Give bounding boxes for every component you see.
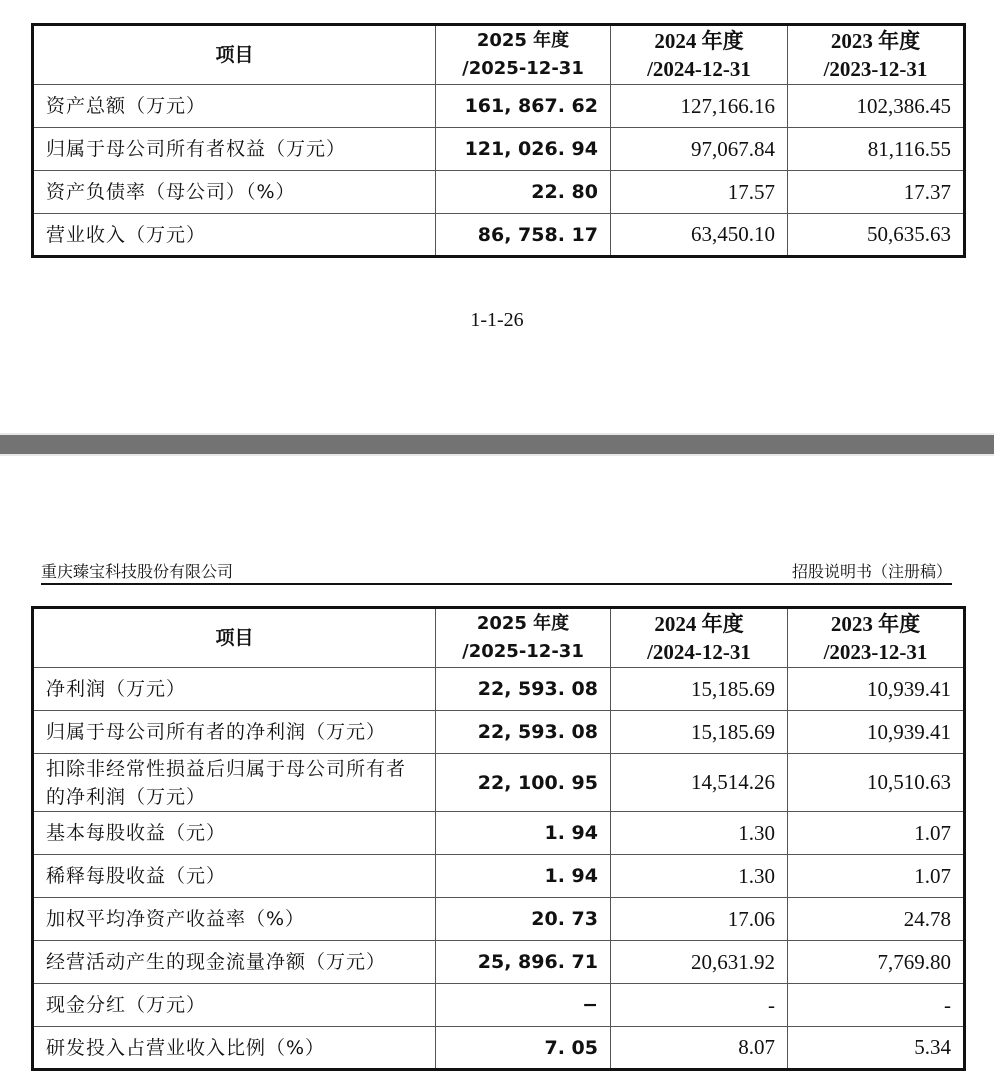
- value-2025: 86, 758. 17: [436, 214, 611, 257]
- row-label: 现金分红（万元）: [33, 984, 436, 1027]
- row-label: 经营活动产生的现金流量净额（万元）: [33, 941, 436, 984]
- header-2024-date: /2024-12-31: [647, 57, 751, 81]
- value-2023: 10,939.41: [788, 711, 965, 754]
- header-item: 项目: [33, 25, 436, 85]
- header-2023-date: /2023-12-31: [823, 640, 928, 664]
- value-2024: 1.30: [611, 855, 788, 898]
- value-2024: 127,166.16: [611, 85, 788, 128]
- row-label: 营业收入（万元）: [33, 214, 436, 257]
- table-row: [33, 1027, 965, 1070]
- value-2024: 15,185.69: [611, 711, 788, 754]
- header-2024: [611, 25, 788, 85]
- value-2023: -: [788, 984, 965, 1027]
- value-2024: 8.07: [611, 1027, 788, 1070]
- table-row: [33, 128, 965, 171]
- value-2023: 1.07: [788, 812, 965, 855]
- value-2025: 1. 94: [436, 855, 611, 898]
- table-row: [33, 668, 965, 711]
- value-2024: 17.06: [611, 898, 788, 941]
- financial-table-1: [31, 23, 966, 258]
- value-2025: 161, 867. 62: [436, 85, 611, 128]
- table-row: [33, 898, 965, 941]
- page-number: 1-1-26: [470, 309, 524, 331]
- page-separator: [0, 435, 994, 454]
- table-row: [33, 214, 965, 257]
- table-row: [33, 85, 965, 128]
- value-2025: 1. 94: [436, 812, 611, 855]
- table-row: [33, 754, 965, 812]
- table-row: [33, 984, 965, 1027]
- header-2023-date: /2023-12-31: [823, 57, 928, 81]
- value-2023: 81,116.55: [788, 128, 965, 171]
- value-2023: 10,939.41: [788, 668, 965, 711]
- header-2024-date: /2024-12-31: [647, 640, 751, 664]
- value-2024: 15,185.69: [611, 668, 788, 711]
- row-label: 归属于母公司所有者权益（万元）: [33, 128, 436, 171]
- table-row: [33, 812, 965, 855]
- header-2023: [788, 608, 965, 668]
- value-2025: 22. 80: [436, 171, 611, 214]
- value-2023: 1.07: [788, 855, 965, 898]
- header-2025-date: /2025-12-31: [462, 641, 584, 662]
- header-item: 项目: [33, 608, 436, 668]
- value-2024: 14,514.26: [611, 754, 788, 812]
- company-name: 重庆臻宝科技股份有限公司: [41, 562, 234, 581]
- row-label: 扣除非经常性损益后归属于母公司所有者的净利润（万元）: [33, 754, 436, 812]
- value-2023: 50,635.63: [788, 214, 965, 257]
- document-type: 招股说明书（注册稿）: [791, 562, 952, 581]
- value-2023: 24.78: [788, 898, 965, 941]
- table-row: [33, 711, 965, 754]
- header-2024: [611, 608, 788, 668]
- row-label: 基本每股收益（元）: [33, 812, 436, 855]
- value-2025: 7. 05: [436, 1027, 611, 1070]
- header-2025-year: 2025 年度: [476, 30, 570, 51]
- value-2025: 22, 593. 08: [436, 668, 611, 711]
- table-header-row: [33, 25, 965, 85]
- header-2024-year: 2024 年度: [654, 612, 744, 636]
- value-2025: −: [436, 984, 611, 1027]
- table-row: [33, 941, 965, 984]
- financial-table-2: [31, 606, 966, 1071]
- header-2025: [436, 608, 611, 668]
- header-2023-year: 2023 年度: [830, 612, 921, 636]
- value-2025: 22, 593. 08: [436, 711, 611, 754]
- row-label: 归属于母公司所有者的净利润（万元）: [33, 711, 436, 754]
- row-label: 净利润（万元）: [33, 668, 436, 711]
- row-label: 加权平均净资产收益率（%）: [33, 898, 436, 941]
- table-row: [33, 171, 965, 214]
- value-2023: 102,386.45: [788, 85, 965, 128]
- header-2025-year: 2025 年度: [476, 613, 570, 634]
- value-2023: 10,510.63: [788, 754, 965, 812]
- value-2024: 20,631.92: [611, 941, 788, 984]
- value-2024: 1.30: [611, 812, 788, 855]
- table-header-row: [33, 608, 965, 668]
- row-label: 稀释每股收益（元）: [33, 855, 436, 898]
- value-2023: 7,769.80: [788, 941, 965, 984]
- header-2023-year: 2023 年度: [830, 29, 921, 53]
- value-2025: 121, 026. 94: [436, 128, 611, 171]
- row-label: 资产总额（万元）: [33, 85, 436, 128]
- header-2023: [788, 25, 965, 85]
- value-2025: 22, 100. 95: [436, 754, 611, 812]
- row-label: 资产负债率（母公司）（%）: [33, 171, 436, 214]
- value-2023: 5.34: [788, 1027, 965, 1070]
- row-label: 研发投入占营业收入比例（%）: [33, 1027, 436, 1070]
- value-2023: 17.37: [788, 171, 965, 214]
- value-2024: 63,450.10: [611, 214, 788, 257]
- table-row: [33, 855, 965, 898]
- value-2024: 97,067.84: [611, 128, 788, 171]
- value-2025: 25, 896. 71: [436, 941, 611, 984]
- header-2024-year: 2024 年度: [654, 29, 744, 53]
- header-2025-date: /2025-12-31: [462, 58, 584, 79]
- value-2025: 20. 73: [436, 898, 611, 941]
- value-2024: -: [611, 984, 788, 1027]
- value-2024: 17.57: [611, 171, 788, 214]
- header-2025: [436, 25, 611, 85]
- page-header: [41, 557, 952, 585]
